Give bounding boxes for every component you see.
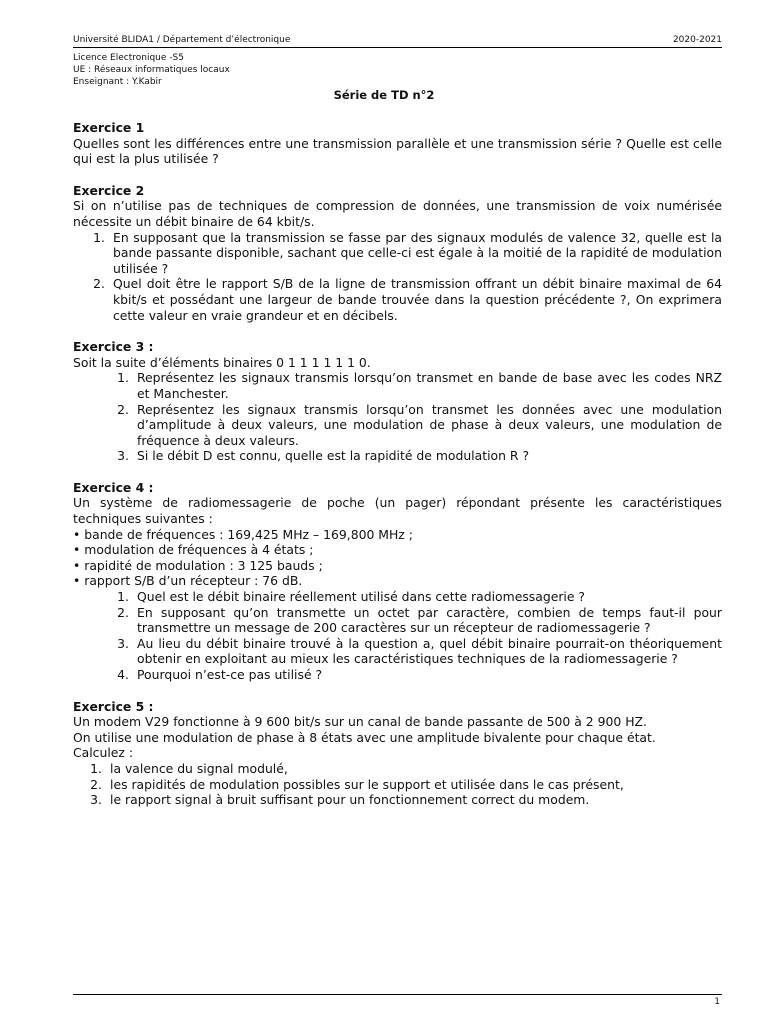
header-institution: Université BLIDA1 / Département d’électronique xyxy=(73,35,291,45)
list-number: 1. xyxy=(117,589,129,605)
list-text: Quel est le débit binaire réellement utilisé dans cette radiomessagerie ? xyxy=(137,589,585,605)
list-item xyxy=(73,448,722,464)
exercise-4-questions xyxy=(73,589,722,683)
document-body xyxy=(73,120,722,808)
list-item xyxy=(73,777,722,793)
list-number: 3. xyxy=(117,448,129,464)
list-item xyxy=(73,792,722,808)
meta-program: Licence Electronique -S5 xyxy=(73,53,184,63)
list-text: Quel doit être le rapport S/B de la ligne de transmission offrant un débit binaire maximal de 64 kbit/s et possédant une largeur de bande trouvée dans la question précédente ?, On exprimera cette valeur en vraie grandeur et en décibels. xyxy=(113,276,722,323)
list-text: En supposant qu’on transmette un octet par caractère, combien de temps faut-il pour transmettre un message de 200 caractères sur un récepteur de radiomessagerie ? xyxy=(137,604,722,636)
list-text: Représentez les signaux transmis lorsqu’on transmet les données avec une modulation d’amplitude à deux valeurs, une modulation de phase à deux valeurs, une modulation de fréquence à deux valeurs. xyxy=(137,401,722,448)
exercise-4-specs xyxy=(73,527,722,589)
course-meta xyxy=(73,52,230,88)
list-number: 3. xyxy=(90,792,102,808)
header-year: 2020-2021 xyxy=(672,35,722,45)
list-item xyxy=(73,636,722,667)
page-number: 1 xyxy=(714,997,720,1007)
spec-bullet: • modulation de fréquences à 4 états ; xyxy=(73,542,314,558)
exercise-2-title: Exercice 2 xyxy=(73,182,145,198)
exercise-2-questions xyxy=(73,230,722,324)
list-item xyxy=(73,276,722,323)
meta-teacher: Enseignant : Y.Kabir xyxy=(73,77,162,87)
list-number: 1. xyxy=(90,760,102,776)
exercise-2-text: Si on n’utilise pas de techniques de compression de données, une transmission de voix numérisée nécessite un débit binaire de 64 kbit/s. xyxy=(73,198,722,229)
exercise-4-title: Exercice 4 : xyxy=(73,479,154,495)
exercise-3-questions xyxy=(73,370,722,464)
list-text: Au lieu du débit binaire trouvé à la question a, quel débit binaire pourrait-on théoriquement obtenir en exploitant au mieux les caractéristiques techniques de la radiomessagerie ? xyxy=(137,635,722,667)
list-item xyxy=(73,605,722,636)
exercise-5-line-1: Un modem V29 fonctionne à 9 600 bit/s sur un canal de bande passante de 500 à 2 900 HZ. xyxy=(73,714,647,730)
exercise-1-title: Exercice 1 xyxy=(73,120,145,135)
list-item xyxy=(73,402,722,449)
list-number: 3. xyxy=(117,635,129,651)
list-item xyxy=(73,230,722,277)
spec-bullet: • bande de fréquences : 169,425 MHz – 169,800 MHz ; xyxy=(73,526,413,542)
list-text: Représentez les signaux transmis lorsqu’on transmet en bande de base avec les codes NRZ et Manchester. xyxy=(137,370,722,401)
list-number: 1. xyxy=(93,229,105,245)
exercise-5-title: Exercice 5 : xyxy=(73,698,154,714)
list-number: 2. xyxy=(93,276,105,292)
list-item xyxy=(73,370,722,401)
exercise-3-title: Exercice 3 : xyxy=(73,339,154,355)
list-number: 2. xyxy=(90,776,102,792)
list-number: 2. xyxy=(117,604,129,620)
footer-divider xyxy=(73,994,722,995)
page-header xyxy=(73,35,722,48)
list-number: 2. xyxy=(117,401,129,417)
list-text: la valence du signal modulé, xyxy=(110,760,288,776)
exercise-4-text: Un système de radiomessagerie de poche (un pager) répondant présente les caractéristiques techniques suivantes : xyxy=(73,495,722,527)
spec-bullet: • rapport S/B d’un récepteur : 76 dB. xyxy=(73,573,303,589)
list-text: En supposant que la transmission se fasse par des signaux modulés de valence 32, quelle est la bande passante disponible, sachant que celle-ci est égale à la moitié de la rapidité de modulation utilisée ? xyxy=(113,229,722,276)
exercise-3-text: Soit la suite d’éléments binaires 0 1 1 1 1 1 1 0. xyxy=(73,354,371,370)
list-item xyxy=(73,761,722,777)
page-title: Série de TD n°2 xyxy=(333,88,435,102)
exercise-1-text: Quelles sont les différences entre une transmission parallèle et une transmission série ? Quelle est celle qui est la plus utilisée ? xyxy=(73,135,722,167)
list-item xyxy=(73,667,722,683)
list-text: Pourquoi n’est-ce pas utilisé ? xyxy=(137,667,323,682)
exercise-5-line-3: Calculez : xyxy=(73,745,134,761)
list-text: le rapport signal à bruit suffisant pour un fonctionnement correct du modem. xyxy=(110,792,590,808)
meta-course: UE : Réseaux informatiques locaux xyxy=(73,65,230,75)
exercise-5-questions xyxy=(73,761,722,808)
list-text: les rapidités de modulation possibles sur le support et utilisée dans le cas présent, xyxy=(110,776,624,792)
spec-bullet: • rapidité de modulation : 3 125 bauds ; xyxy=(73,557,323,573)
list-item xyxy=(73,589,722,605)
list-number: 4. xyxy=(117,667,129,682)
list-text: Si le débit D est connu, quelle est la rapidité de modulation R ? xyxy=(137,448,530,464)
list-number: 1. xyxy=(117,370,129,386)
exercise-5-line-2: On utilise une modulation de phase à 8 états avec une amplitude bivalente pour chaque état. xyxy=(73,729,656,745)
